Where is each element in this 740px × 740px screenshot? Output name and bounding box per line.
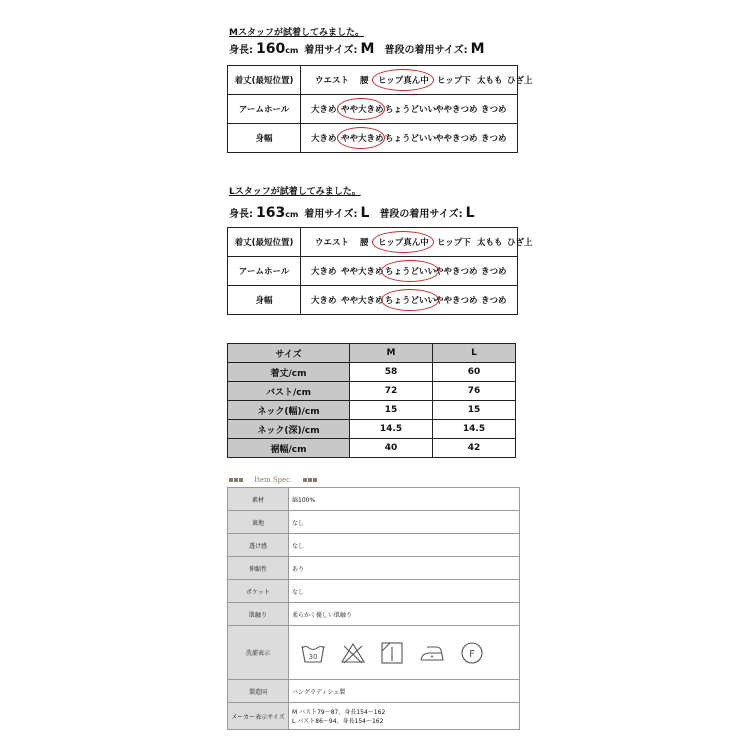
table-row <box>228 626 520 680</box>
line-dry-shade-icon <box>380 641 404 665</box>
spec-value: なし <box>289 580 520 603</box>
selected-circle <box>381 260 439 282</box>
option: ウエスト <box>315 238 350 248</box>
option: ややきつめ <box>435 105 478 115</box>
usual-size-label: 普段の着用サイズ: <box>379 209 463 220</box>
care-icons <box>292 641 519 665</box>
height-label: 身長: <box>229 45 253 56</box>
spec-key: 透け感 <box>228 534 289 557</box>
option: ちょうどいい <box>385 134 437 144</box>
table-row <box>228 488 520 511</box>
option: ひざ上 <box>507 76 533 86</box>
row-label: バスト/cm <box>228 382 350 401</box>
table-row <box>228 286 518 315</box>
row-header: アームホール <box>228 257 301 286</box>
option: きつめ <box>481 134 507 144</box>
table-row <box>228 534 520 557</box>
staff-m-title: Mスタッフが試着してみました。 <box>229 28 364 38</box>
spec-key: 伸縮性 <box>228 557 289 580</box>
option: ややきつめ <box>435 134 478 144</box>
option: きつめ <box>481 296 507 306</box>
cell-l: 42 <box>433 439 516 458</box>
option-cell <box>301 286 518 315</box>
spec-value: あり <box>289 557 520 580</box>
option: きつめ <box>481 105 507 115</box>
wear-size-label: 着用サイズ: <box>304 209 358 220</box>
selected-circle <box>372 69 434 91</box>
wear-size-label: 着用サイズ: <box>304 45 358 56</box>
option: ヒップ真ん中 <box>378 76 429 86</box>
option: やや大きめ <box>341 267 384 277</box>
no-bleach-icon <box>340 642 366 664</box>
option-cell <box>301 228 533 257</box>
table-row <box>228 439 516 458</box>
option: やや大きめ <box>341 134 384 144</box>
option: ヒップ下 <box>437 238 471 248</box>
usual-size-label: 普段の着用サイズ: <box>384 45 468 56</box>
option-cell <box>301 95 518 124</box>
row-label: 着丈/cm <box>228 363 350 382</box>
spec-key: 裏地 <box>228 511 289 534</box>
spec-value: バングラディシュ製 <box>289 680 520 703</box>
spec-key: 洗濯表示 <box>228 626 289 680</box>
option: やや大きめ <box>341 296 384 306</box>
row-header: 身幅 <box>228 286 301 315</box>
table-row <box>228 401 516 420</box>
height-value: 160 <box>256 41 286 57</box>
option: ちょうどいい <box>385 105 437 115</box>
selected-circle <box>337 98 385 120</box>
cell-m: 40 <box>350 439 433 458</box>
cell-l: 15 <box>433 401 516 420</box>
table-row <box>228 580 520 603</box>
wash-30-icon <box>300 642 326 664</box>
height-unit: cm <box>285 210 299 219</box>
option: 大きめ <box>311 296 337 306</box>
staff-l-info <box>229 205 475 221</box>
option: ヒップ下 <box>437 76 471 86</box>
staff-l-fit-table <box>227 227 533 315</box>
cell-m: 72 <box>350 382 433 401</box>
option: 大きめ <box>311 134 337 144</box>
spec-key: 製造国 <box>228 680 289 703</box>
table-row <box>228 124 518 153</box>
spec-value: なし <box>289 511 520 534</box>
header-cell: サイズ <box>228 344 350 363</box>
option: ひざ上 <box>507 238 533 248</box>
care-icons-cell <box>289 626 520 680</box>
staff-l-title: Lスタッフが試着してみました。 <box>229 187 361 197</box>
option-cell <box>301 257 518 286</box>
spec-key: ポケット <box>228 580 289 603</box>
option: ややきつめ <box>435 296 478 306</box>
option: ヒップ真ん中 <box>378 238 429 248</box>
cell-m: 58 <box>350 363 433 382</box>
maker-size-line-l: L バスト86～94、身長154～162 <box>292 718 384 725</box>
option: 太もも <box>477 238 503 248</box>
usual-size-value: L <box>465 205 475 221</box>
table-row <box>228 420 516 439</box>
cell-m: 14.5 <box>350 420 433 439</box>
size-table-header <box>228 344 516 363</box>
row-label: 裾幅/cm <box>228 439 350 458</box>
maker-size-line-m: M バスト79～87、身長154～162 <box>292 709 386 716</box>
wear-size-value: M <box>360 41 375 57</box>
row-header: アームホール <box>228 95 301 124</box>
option-cell <box>301 124 518 153</box>
option-cell <box>301 66 533 95</box>
option: ちょうどいい <box>385 296 437 306</box>
spec-value-multiline <box>289 703 520 730</box>
spec-value: 綿100% <box>289 488 520 511</box>
table-row <box>228 66 518 95</box>
table-row <box>228 557 520 580</box>
spec-key: 肌触り <box>228 603 289 626</box>
option: やや大きめ <box>341 105 384 115</box>
spec-key: メーカー表示サイズ <box>228 703 289 730</box>
wash-temp-text: 30 <box>308 652 318 661</box>
cell-l: 14.5 <box>433 420 516 439</box>
table-row <box>228 363 516 382</box>
cell-l: 76 <box>433 382 516 401</box>
cell-l: 60 <box>433 363 516 382</box>
wear-size-value: L <box>360 205 370 221</box>
option: ちょうどいい <box>385 267 437 277</box>
selected-circle <box>372 231 434 253</box>
option: 太もも <box>477 76 503 86</box>
selected-circle <box>381 289 439 311</box>
header-cell: L <box>433 344 516 363</box>
spec-value: 柔らかく優しい肌触り <box>289 603 520 626</box>
dryclean-letter: F <box>469 648 475 660</box>
height-value: 163 <box>256 205 286 221</box>
option: きつめ <box>481 267 507 277</box>
iron-low-icon <box>418 643 446 663</box>
staff-m-fit-table <box>227 65 533 153</box>
spec-value: なし <box>289 534 520 557</box>
staff-m-info <box>229 41 485 57</box>
option: 大きめ <box>311 105 337 115</box>
row-header: 着丈(最短位置) <box>228 228 301 257</box>
row-header: 着丈(最短位置) <box>228 66 301 95</box>
option: 大きめ <box>311 267 337 277</box>
table-row <box>228 703 520 730</box>
cell-m: 15 <box>350 401 433 420</box>
row-label: ネック(深)/cm <box>228 420 350 439</box>
option: ややきつめ <box>435 267 478 277</box>
height-unit: cm <box>285 46 299 55</box>
size-table <box>227 343 516 458</box>
row-label: ネック(幅)/cm <box>228 401 350 420</box>
table-row <box>228 228 518 257</box>
table-row <box>228 257 518 286</box>
option: ウエスト <box>315 76 350 86</box>
spec-key: 素材 <box>228 488 289 511</box>
table-row <box>228 680 520 703</box>
table-row <box>228 95 518 124</box>
item-spec-table <box>227 487 520 730</box>
selected-circle <box>337 127 385 149</box>
option: 腰 <box>360 76 369 86</box>
dry-clean-f-icon <box>460 641 484 665</box>
row-header: 身幅 <box>228 124 301 153</box>
table-row <box>228 382 516 401</box>
table-row <box>228 603 520 626</box>
header-cell: M <box>350 344 433 363</box>
table-row <box>228 511 520 534</box>
item-spec-title <box>229 476 318 484</box>
usual-size-value: M <box>470 41 485 57</box>
option: 腰 <box>360 238 369 248</box>
height-label: 身長: <box>229 209 253 220</box>
item-spec-label: Item Spec. <box>254 476 293 484</box>
